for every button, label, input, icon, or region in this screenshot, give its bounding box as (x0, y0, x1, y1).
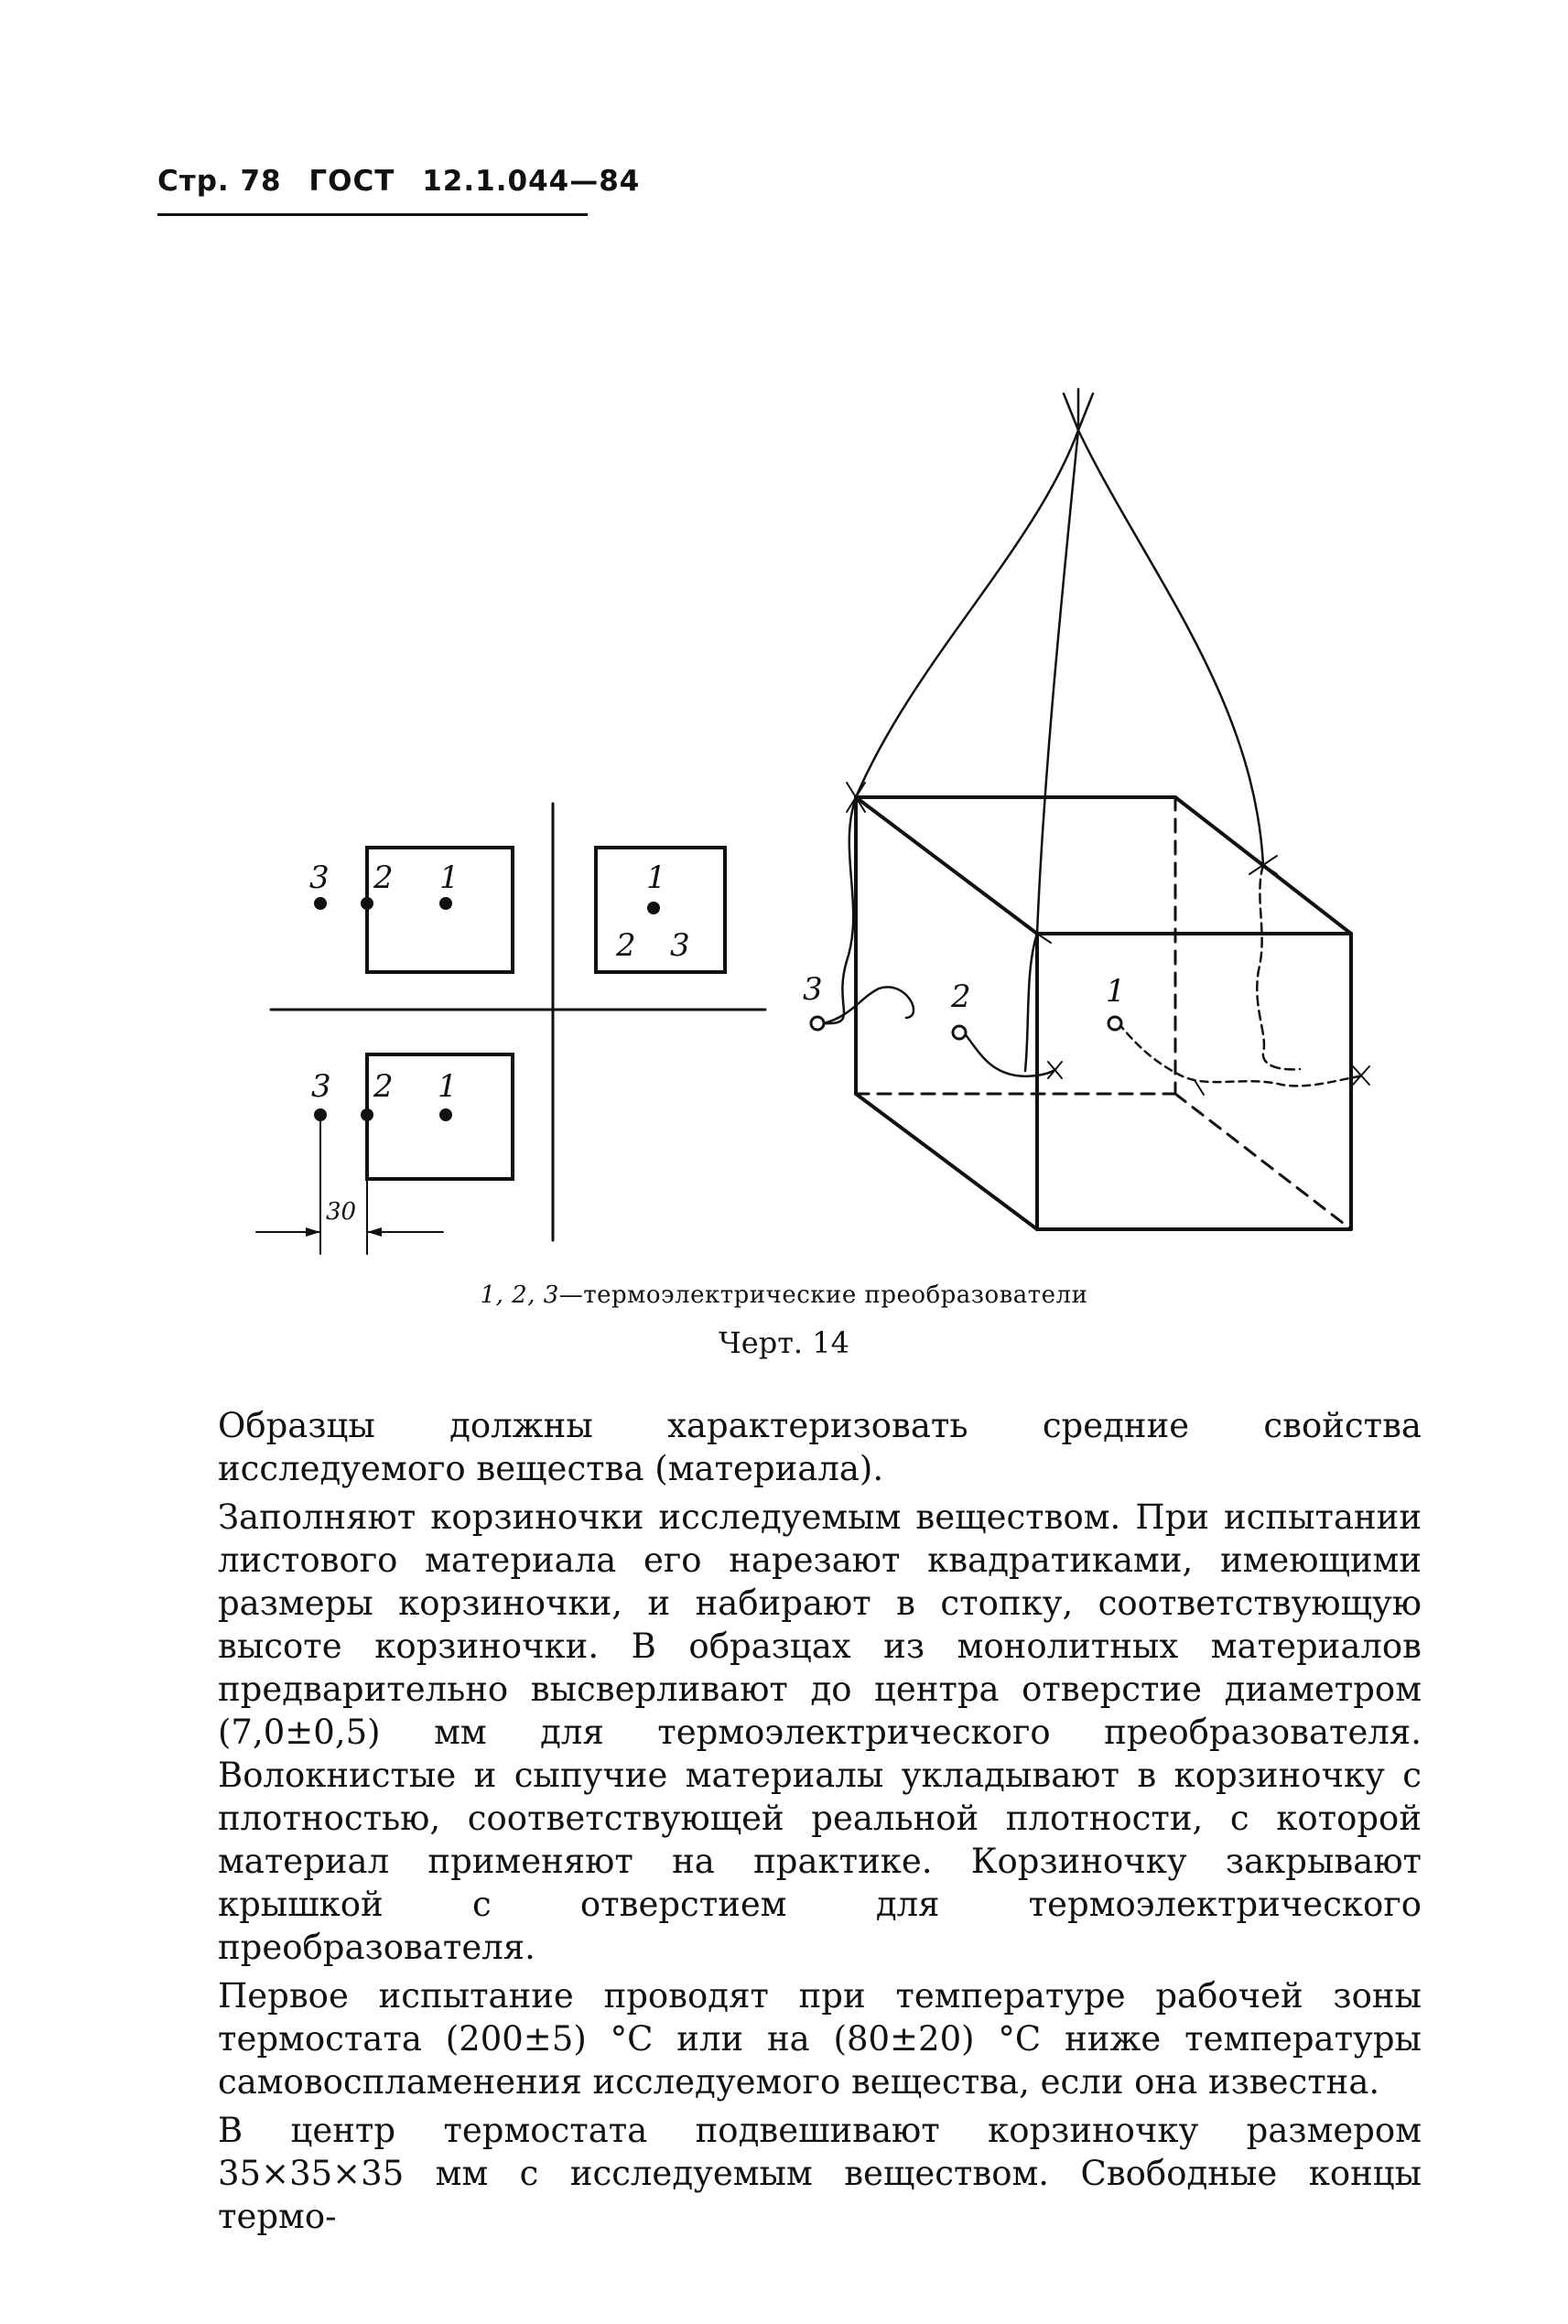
standard-number: 12.1.044—84 (422, 165, 641, 198)
paragraph: В центр термостата подвешивают корзиночку размером 35×35×35 мм с исследуемым веществом. Свободные концы термо- (218, 2111, 1422, 2236)
paragraph: Первое испытание проводят при температуре рабочей зоны термостата (200±5) °С или на (80±20) °С ниже температуры самовоспламенения исследуемого вещества, если она известна. (218, 1976, 1422, 2102)
dimension-arrowhead-left (306, 1227, 320, 1237)
body-text (218, 1404, 1422, 2243)
plan-dot-1-bottom (439, 1108, 452, 1121)
apex-mark (1064, 389, 1093, 430)
suspension-wire (856, 430, 1078, 797)
cube-label-3: 3 (803, 971, 823, 1008)
plan-label: 1 (646, 859, 666, 896)
figure-title: Черт. 14 (719, 1325, 849, 1360)
wire-mark (1353, 1066, 1369, 1085)
plan-label: 3 (311, 1068, 331, 1105)
plan-label: 3 (670, 927, 690, 964)
thermocouple-1-junction (1108, 1017, 1121, 1030)
plan-dot-2-top (361, 897, 373, 910)
suspension-wire (1078, 430, 1263, 865)
plan-dot-2-bottom (361, 1108, 373, 1121)
thermocouple-lead (824, 987, 914, 1023)
plan-label: 1 (438, 1068, 458, 1105)
plan-label: 3 (309, 859, 330, 896)
paragraph: Образцы должны характеризовать средние свойства исследуемого вещества (материала). (218, 1406, 1422, 1488)
plan-dot-1-right (647, 902, 660, 914)
plan-dot-3-bottom (314, 1108, 327, 1121)
thermocouple-3-junction (811, 1017, 824, 1030)
plan-dot-3-top (314, 897, 327, 910)
thermocouple-lead (964, 1032, 1055, 1076)
standard-label: ГОСТ (308, 165, 395, 198)
cube-label-1: 1 (1106, 973, 1126, 1010)
dimension-label: 30 (326, 1198, 357, 1226)
caption-numbers: 1, 2, 3 (480, 1281, 559, 1309)
cube-hidden-edge (1175, 1094, 1351, 1229)
dimension-arrowhead-right (367, 1227, 382, 1237)
cube-edge (856, 1094, 1037, 1229)
plan-label: 2 (373, 859, 394, 896)
cube-label-2: 2 (951, 978, 971, 1015)
thermocouple-lead (822, 797, 856, 1023)
plan-label: 2 (616, 927, 636, 964)
figure-caption (0, 1281, 1568, 1309)
thermocouple-lead (1257, 865, 1300, 1069)
thermocouple-2-junction (953, 1026, 966, 1039)
plan-label: 1 (439, 859, 460, 896)
cube-edge (856, 797, 1037, 934)
suspension-wire (1037, 430, 1078, 934)
paragraph: Заполняют корзиночки исследуемым веществом. При испытании листового материала его нарезают квадратиками, имеющими размеры корзиночки, и набирают в стопку, соответствующую высоте корзиночки. В образцах из монолитных материалов предварительно высверливают до центра отверстие диаметром (7,0±0,5) мм для термоэлектрического преобразователя. Волокнистые и сыпучие материалы укладывают в корзиночку с плотностью, соответствующей реальной плотности, с которой материал применяют на практике. Корзиночку закрывают крышкой с отверстием для термоэлектрического преобразователя. (218, 1497, 1422, 1967)
thermocouple-lead (1119, 1023, 1364, 1086)
plan-dot-1-top (439, 897, 452, 910)
caption-text: —термоэлектрические преобразователи (558, 1281, 1088, 1309)
plan-label: 2 (373, 1068, 394, 1105)
wire-mark (1048, 1062, 1062, 1078)
page-number: Стр. 78 (157, 165, 282, 198)
